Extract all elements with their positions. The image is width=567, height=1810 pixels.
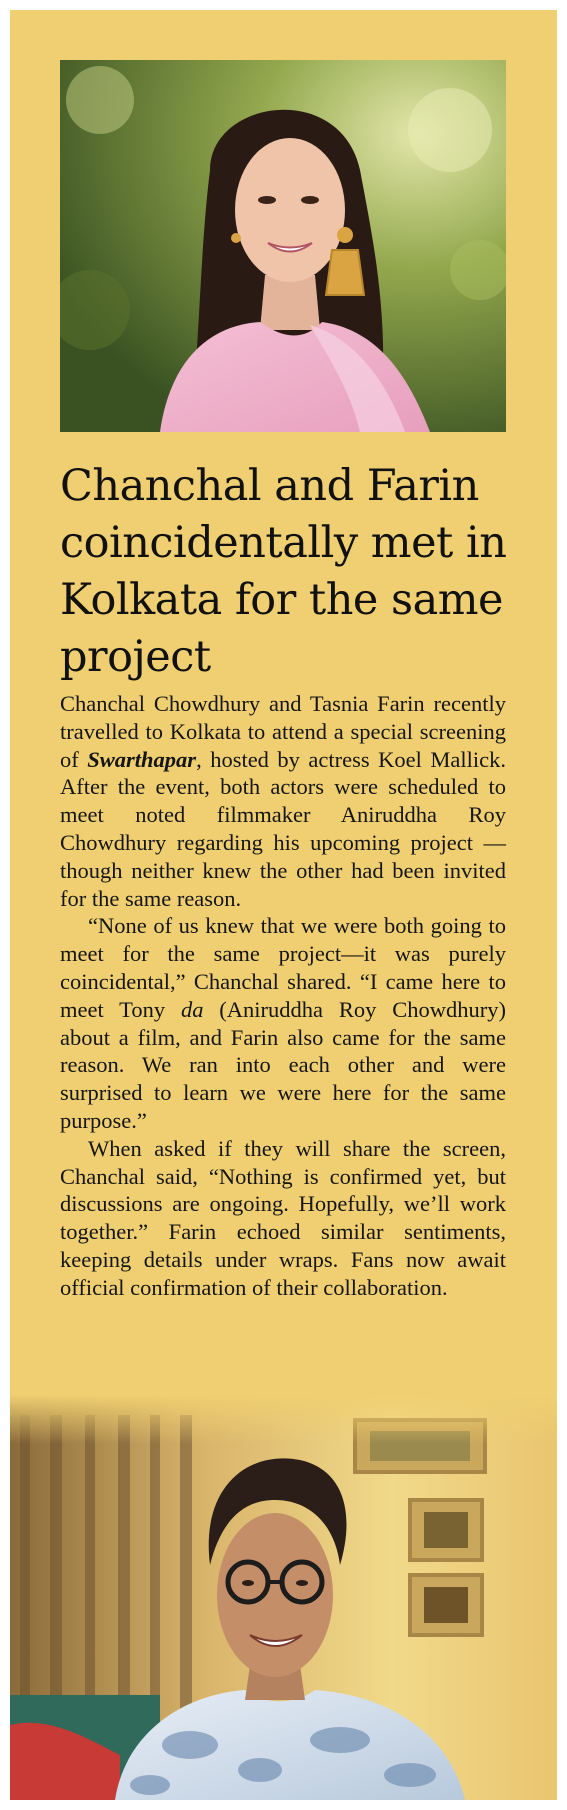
article-headline: Chanchal and Farin coincidentally met in Kolkata for the same project	[60, 461, 507, 682]
photo-chanchal-chowdhury	[10, 1395, 557, 1800]
photo-tasnia-farin	[60, 60, 506, 432]
article-paragraph-3: When asked if they will share the screen, Chanchal said, “Nothing is confirmed yet, but discussions are ongoing. Hopefully, we’ll work together.” Farin echoed similar sentiments, keeping details under wraps. Fans now await official confirmation of their collaboration.	[60, 1135, 506, 1300]
article-panel	[10, 10, 557, 1800]
paragraph-2-text-a: “None of us knew that we were both going to meet for the same project—it was purely coincidental,” Chanchal shared. “I came here to meet Tony	[60, 913, 506, 1022]
photo-chanchal-chowdhury-graphic	[10, 1395, 557, 1800]
paragraph-1-text-a: Chanchal Chowdhury and Tasnia Farin recently travelled to Kolkata to attend a special screening of	[60, 691, 506, 772]
film-title: Swarthapar	[87, 746, 197, 772]
article-body	[60, 690, 506, 1302]
paragraph-1-text-b: , hosted by actress Koel Mallick. After the event, both actors were scheduled to meet noted filmmaker Aniruddha Roy Chowdhury regarding his upcoming project — though neither knew the other had been invited for the same reason.	[60, 746, 506, 911]
article-paragraph-1	[60, 690, 506, 912]
photo-tasnia-farin-graphic	[60, 60, 506, 432]
honorific-da: da	[180, 996, 204, 1022]
article-paragraph-2	[60, 912, 506, 1134]
paragraph-2-text-b: (Aniruddha Roy Chowdhury) about a film, and Farin also came for the same reason. We ran into each other and were surprised to learn we were here for the same purpose.”	[60, 996, 506, 1133]
